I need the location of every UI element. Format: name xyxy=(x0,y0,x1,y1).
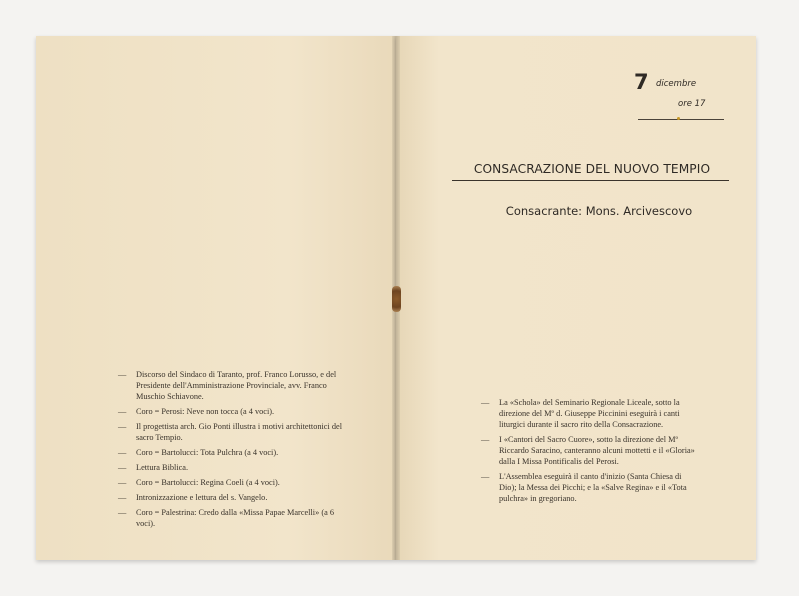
title-underline xyxy=(452,180,729,181)
list-item: — Discorso del Sindaco di Taranto, prof. Franco Lorusso, e del Presidente dell'Amministrazione Provinciale, avv. Franco Muschio Schiavone. xyxy=(118,369,344,402)
left-page xyxy=(36,36,396,560)
date-time: ore 17 xyxy=(678,99,706,109)
date-month: dicembre xyxy=(656,79,697,89)
list-item: — I «Cantori del Sacro Cuore», sotto la direzione del Mº Riccardo Saracino, canteranno alcuni mottetti e il «Gloria» dalla I Missa Pontificalis del Perosi. xyxy=(481,434,698,467)
list-item: — Coro = Palestrina: Credo dalla «Missa Papae Marcelli» (a 6 voci). xyxy=(118,507,344,529)
list-item: — Intronizzazione e lettura del s. Vangelo. xyxy=(118,492,344,503)
list-item: — L'Assemblea eseguirà il canto d'inizio (Santa Chiesa di Dio); la Messa dei Picchi; e la «Salve Regina» e il «Tota pulchra» in gregoriano. xyxy=(481,471,698,504)
date-divider xyxy=(638,119,724,120)
staple xyxy=(392,286,401,312)
list-item: — Lettura Biblica. xyxy=(118,462,344,473)
right-program-list xyxy=(481,397,698,508)
list-item: — La «Schola» del Seminario Regionale Liceale, sotto la direzione del Mº d. Giuseppe Piccinini eseguirà i canti liturgici durante il sacro rito della Consacrazione. xyxy=(481,397,698,430)
open-booklet xyxy=(36,36,756,560)
list-item: — Il progettista arch. Gio Ponti illustra i motivi architettonici del sacro Tempio. xyxy=(118,421,344,443)
page-subtitle: Consacrante: Mons. Arcivescovo xyxy=(505,204,693,218)
list-item: — Coro = Bartolucci: Tota Pulchra (a 4 voci). xyxy=(118,447,344,458)
left-program-list xyxy=(118,369,344,533)
list-item: — Coro = Bartolucci: Regina Coeli (a 4 voci). xyxy=(118,477,344,488)
date-dot xyxy=(677,117,680,120)
date-day: 7 xyxy=(634,70,649,94)
page-title: CONSACRAZIONE DEL NUOVO TEMPIO xyxy=(473,162,711,176)
list-item: — Coro = Perosi: Neve non tocca (a 4 voci). xyxy=(118,406,344,417)
right-page xyxy=(396,36,756,560)
